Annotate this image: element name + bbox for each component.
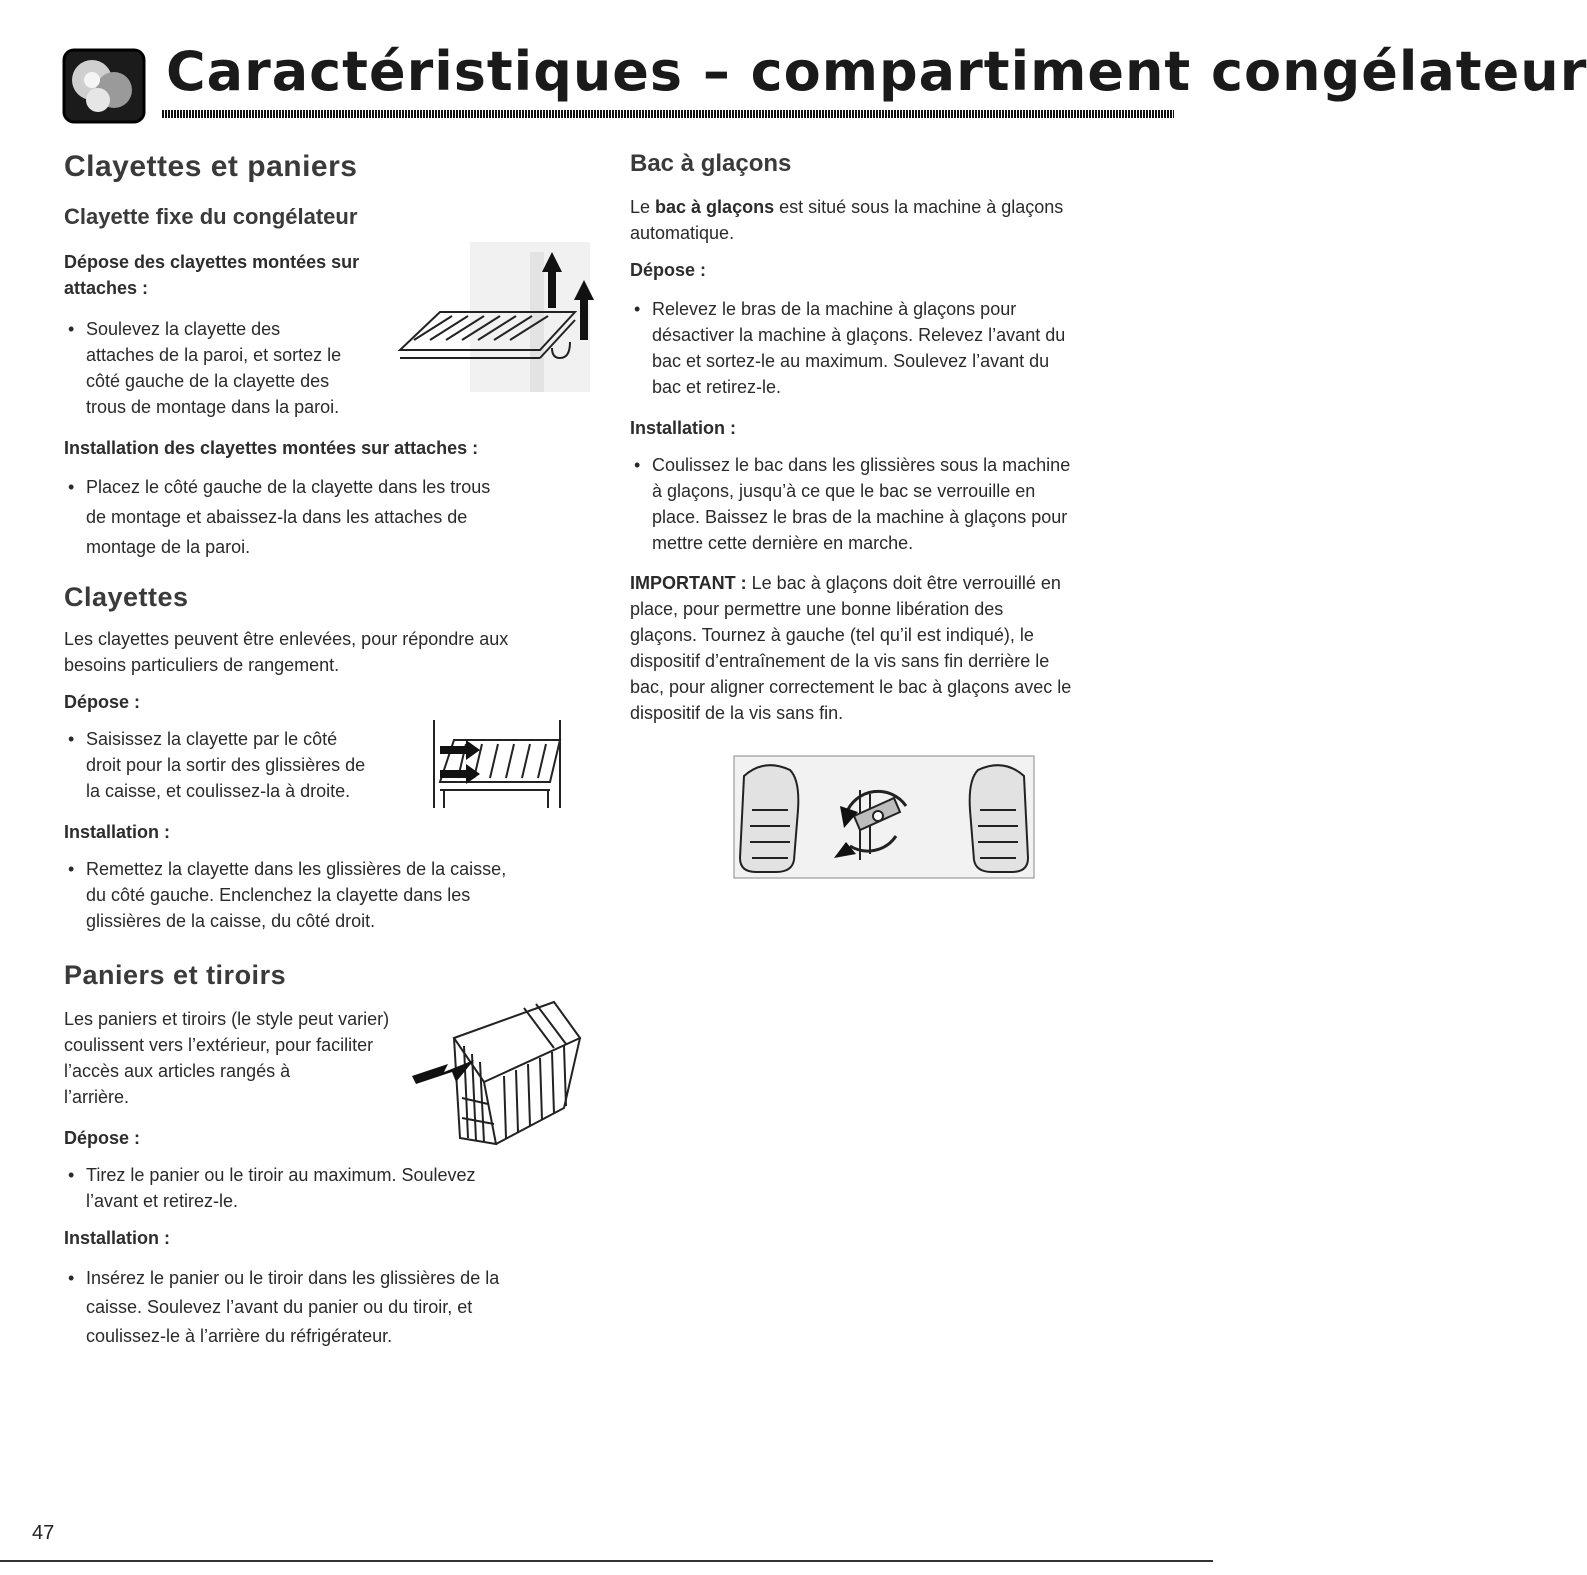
heading-installation-bac: Installation : [630, 418, 737, 438]
text-line: place, pour permettre une bonne libération des [630, 599, 1004, 619]
text-line: • Remettez la clayette dans les glissières de la caisse, [86, 859, 507, 879]
text-line: montage de la paroi. [86, 537, 251, 557]
bullet-installation-bac [630, 452, 1182, 556]
bullet-depose-paniers [64, 1162, 606, 1214]
important-note [630, 570, 1170, 726]
bullet-depose-clayettes [64, 726, 426, 804]
text-line: glissières de la caisse, du côté droit. [86, 911, 376, 931]
text-line: • Insérez le panier ou le tiroir dans les glissières de la [86, 1268, 500, 1288]
text-line: • Placez le côté gauche de la clayette dans les trous [86, 477, 491, 497]
heading-depose-attaches-line2: attaches : [64, 278, 149, 298]
text-line: mettre cette dernière en marche. [652, 533, 914, 553]
section-title-bac-glacons: Bac à glaçons [630, 150, 792, 177]
section-title-clayettes: Clayettes [64, 582, 189, 612]
page-header [62, 38, 1587, 128]
text-line: automatique. [630, 223, 735, 243]
heading-installation-attaches: Installation des clayettes montées sur attaches : [64, 438, 479, 458]
heading-installation-paniers: Installation : [64, 1228, 171, 1248]
sliding-shelf-illustration [420, 716, 570, 812]
bullet-installation-paniers [64, 1264, 606, 1351]
page-number: 47 [32, 1522, 55, 1544]
page-title: Caractéristiques – compartiment congélateur [166, 40, 1587, 103]
text-span: Le bac à glaçons doit être verrouillé en [746, 573, 1061, 593]
section-title-clayettes-paniers: Clayettes et paniers [64, 150, 358, 183]
heading-depose-attaches-line1: Dépose des clayettes montées sur [64, 252, 360, 272]
bullet-installation-attaches [64, 472, 606, 562]
text-line: l’avant et retirez-le. [86, 1191, 239, 1211]
text-line [630, 570, 1170, 596]
text-line: Les clayettes peuvent être enlevées, pour répondre aux [64, 629, 509, 649]
text-line: bac et sortez-le au maximum. Soulevez l’avant du [652, 351, 1050, 371]
text-line: l’accès aux articles rangés à [64, 1061, 291, 1081]
heading-depose-paniers: Dépose : [64, 1128, 141, 1148]
heading-installation-clayettes: Installation : [64, 822, 171, 842]
bottom-rule [0, 1560, 1213, 1562]
title-rule [162, 110, 1174, 118]
text-line: • Soulevez la clayette des [86, 319, 281, 339]
text-line: • Tirez le panier ou le tiroir au maximum. Soulevez [86, 1165, 476, 1185]
bac-intro [630, 194, 1170, 246]
text-line: glaçons. Tournez à gauche (tel qu’il est indiqué), le [630, 625, 1034, 645]
bold-term-bac-glacons: bac à glaçons [655, 197, 775, 217]
text-line [630, 194, 1170, 220]
heading-depose-clayettes: Dépose : [64, 692, 141, 712]
bullet-installation-clayettes [64, 856, 606, 934]
text-line: de montage et abaissez-la dans les attaches de [86, 507, 468, 527]
text-line: désactiver la machine à glaçons. Relevez l’avant du [652, 325, 1066, 345]
text-line: dispositif d’entraînement de la vis sans fin derrière le [630, 651, 1050, 671]
text-line: trous de montage dans la paroi. [86, 397, 340, 417]
text-line: bac, pour aligner correctement le bac à glaçons avec le [630, 677, 1072, 697]
text-span: est situé sous la machine à glaçons [774, 197, 1064, 217]
wall-shelf-illustration [390, 242, 600, 402]
text-line: coulissez-le à l’arrière du réfrigérateur. [86, 1326, 393, 1346]
text-line: • Relevez le bras de la machine à glaçons pour [652, 299, 1017, 319]
freezer-section-icon [62, 46, 146, 124]
bullet-depose-attaches [64, 316, 406, 420]
text-line: • Saisissez la clayette par le côté [86, 729, 338, 749]
text-line: bac et retirez-le. [652, 377, 782, 397]
text-line: droit pour la sortir des glissières de [86, 755, 366, 775]
text-line: dispositif de la vis sans fin. [630, 703, 844, 723]
text-span: Le [630, 197, 656, 217]
text-line: attaches de la paroi, et sortez le [86, 345, 342, 365]
text-line: • Coulissez le bac dans les glissières sous la machine [652, 455, 1071, 475]
text-line: Les paniers et tiroirs (le style peut varier) [64, 1009, 390, 1029]
bullet-depose-bac [630, 296, 1182, 400]
text-line: du côté gauche. Enclenchez la clayette dans les [86, 885, 471, 905]
text-line: côté gauche de la clayette des [86, 371, 330, 391]
subsection-title-clayette-fixe: Clayette fixe du congélateur [64, 204, 358, 229]
text-line: à glaçons, jusqu’à ce que le bac se verrouille en [652, 481, 1036, 501]
text-line: besoins particuliers de rangement. [64, 655, 340, 675]
text-line: la caisse, et coulissez-la à droite. [86, 781, 351, 801]
clayettes-intro [64, 626, 594, 678]
important-label: IMPORTANT : [630, 573, 747, 593]
text-line: caisse. Soulevez l’avant du panier ou du tiroir, et [86, 1297, 473, 1317]
ice-bin-auger-illustration [730, 754, 1038, 884]
wire-basket-illustration [404, 998, 584, 1148]
heading-depose-bac: Dépose : [630, 260, 707, 280]
section-title-paniers-tiroirs: Paniers et tiroirs [64, 960, 287, 990]
text-line: coulissent vers l’extérieur, pour faciliter [64, 1035, 374, 1055]
text-line: l’arrière. [64, 1087, 130, 1107]
text-line: place. Baissez le bras de la machine à glaçons pour [652, 507, 1068, 527]
